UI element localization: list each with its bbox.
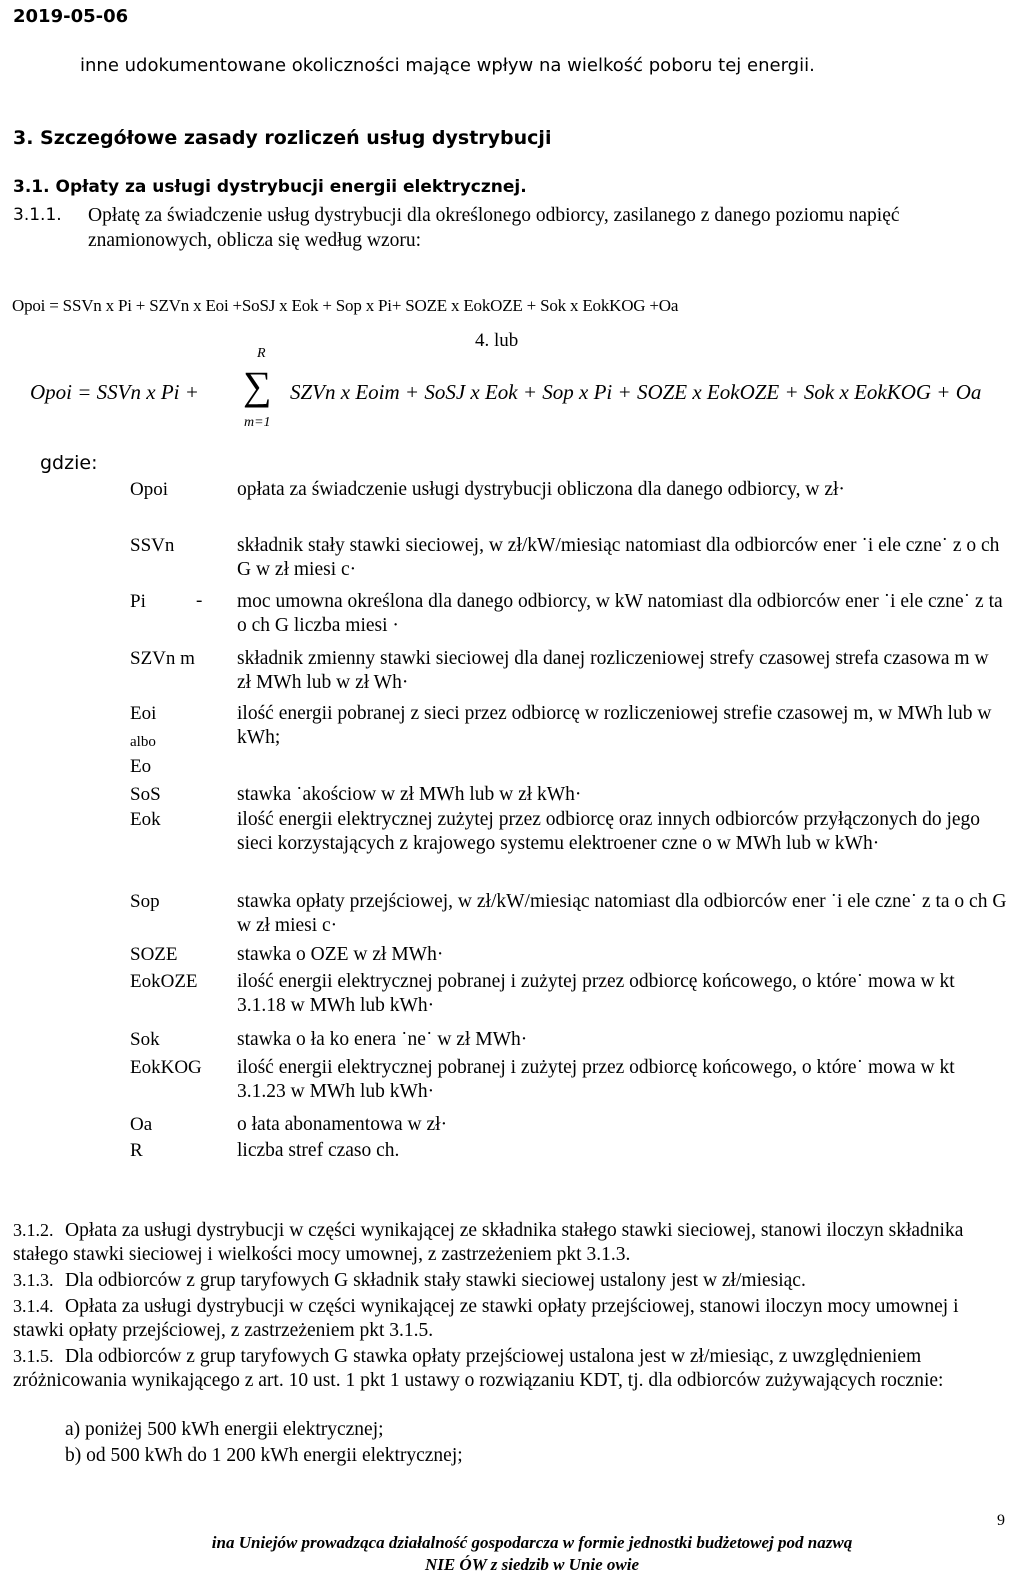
paragraph-number: 3.1.2. [13,1220,54,1240]
definition-symbol: SoS [130,784,161,805]
definition-text: składnik zmienny stawki sieciowej dla danej rozliczeniowej strefy czasowej strefa czasowa m w zł MWh lub w zł Wh· [237,648,989,693]
definition-symbol: Sop [130,891,160,912]
section-3-1-1-number: 3.1.1. [13,205,62,225]
where-label: gdzie: [40,452,98,474]
definition-symbol: SSVn [130,535,175,556]
formula-1: Opoi = SSVn x Pi + SZVn x Eoi +SoSJ x Eok + Sop x Pi+ SOZE x EokOZE + Sok x EokKOG +Oa [12,296,679,315]
formula-2-left: Opoi = SSVn x Pi + [30,380,199,404]
definition-symbol: Oa [130,1114,153,1135]
definition-symbol: Eok [130,809,161,830]
paragraph-number: 3.1.3. [13,1270,54,1290]
paragraph-text: Opłata za usługi dystrybucji w części wynikającej ze składnika stałego stawki sieciowej, stanowi iloczyn składnika stałego stawki sieciowej i wielkości mocy umownej, z zastrzeżeniem pkt 3.1.3. [13,1220,964,1265]
paragraph-text: Opłata za usługi dystrybucji w części wynikającej ze stawki opłaty przejściowej, stanowi iloczyn mocy umownej i stawki opłaty przejściowej, z zastrzeżeniem pkt 3.1.5. [13,1296,959,1341]
paragraph-3-1-2 [13,1218,1013,1267]
definition-symbol: Sok [130,1029,160,1050]
definition-text: opłata za świadczenie usługi dystrybucji obliczona dla danego odbiorcy, w zł· [237,479,845,500]
definition-text: stawka ˙akościow w zł MWh lub w zł kWh· [237,784,582,805]
footer-line-2: NIE ÓW z siedzib w Unie owie [424,1555,640,1574]
definition-text: ilość energii elektrycznej zużytej przez odbiorcę oraz innych odbiorców przyłączonych do jego sieci korzystających z krajowego systemu elektroener czne o w MWh lub w kWh· [237,809,981,854]
definition-symbol: Eo [130,756,152,777]
definition-text: stawka opłaty przejściowej, w zł/kW/miesiąc natomiast dla odbiorców ener ˙i ele czne˙ z ta o ch G w zł miesi c· [237,891,1007,936]
definition-text: ilość energii elektrycznej pobranej i zużytej przez odbiorcę końcowego, o które˙ mowa w kt 3.1.18 w MWh lub kWh· [237,971,955,1016]
definition-text: moc umowna określona dla danego odbiorcy, w kW natomiast dla odbiorców ener ˙i ele czne˙ z ta o ch G liczba miesi · [237,591,1003,636]
paragraph-number: 3.1.4. [13,1296,54,1316]
section-3-1-1-text: Opłatę za świadczenie usług dystrybucji dla określonego odbiorcy, zasilanego z danego poziomu napięć znamionowych, oblicza się według wzoru: [88,205,900,251]
paragraph-3-1-4 [13,1294,1013,1343]
definition-symbol: EokOZE [130,971,198,992]
list-item-a: a) poniżej 500 kWh energii elektrycznej; [65,1419,384,1440]
definition-symbol: SZVn m [130,648,195,669]
definition-symbol: albo [130,734,156,750]
definition-symbol: R [130,1140,143,1161]
paragraph-3-1-5 [13,1344,1013,1393]
list-item-b: b) od 500 kWh do 1 200 kWh energii elektrycznej; [65,1445,463,1466]
definition-text: liczba stref czaso ch. [237,1140,400,1161]
definition-text: ilość energii elektrycznej pobranej i zużytej przez odbiorcę końcowego, o które˙ mowa w kt 3.1.23 w MWh lub kWh· [237,1057,955,1102]
section-3-1-heading: 3.1. Opłaty za usługi dystrybucji energii elektrycznej. [13,177,527,197]
paragraph-number: 3.1.5. [13,1346,54,1366]
definition-symbol: Eoi [130,703,157,724]
definition-text: składnik stały stawki sieciowej, w zł/kW/miesiąc natomiast dla odbiorców ener ˙i ele czne˙ z o ch G w zł miesi c· [237,535,1000,580]
definition-symbol: Pi [130,591,146,612]
paragraph-text: Dla odbiorców z grup taryfowych G składnik stały stawki sieciowej ustalony jest w zł/miesiąc. [65,1270,806,1291]
definition-symbol: Opoi [130,479,168,500]
definition-text: o łata abonamentowa w zł· [237,1114,448,1135]
definition-text: stawka o OZE w zł MWh· [237,944,444,965]
document-date: 2019-05-06 [13,6,129,27]
formula-or-label: 4. lub [475,330,519,351]
paragraph-text: Dla odbiorców z grup taryfowych G stawka opłaty przejściowej ustalona jest w zł/miesiąc, z uwzględnieniem zróżnicowania wynikającego z art. 10 ust. 1 pkt 1 ustawy o rozwiązaniu KDT, tj. dla odbiorców zużywających rocznie: [13,1346,944,1391]
intro-line: inne udokumentowane okoliczności mające wpływ na wielkość poboru tej energii. [80,55,815,76]
definition-text: ilość energii pobranej z sieci przez odbiorcę w rozliczeniowej strefie czasowej m, w MWh lub w kWh; [237,703,992,748]
page-number: 9 [997,1512,1005,1529]
paragraph-3-1-3 [13,1268,1013,1293]
sigma-lower-limit: m=1 [244,415,271,430]
definition-dash: - [196,590,203,611]
footer-line-1: ina Uniejów prowadząca działalność gospodarcza w formie jednostki budżetowej pod nazwą [211,1533,853,1552]
sigma-upper-limit: R [257,346,266,361]
definition-symbol: EokKOG [130,1057,202,1078]
sigma-symbol: ∑ [243,363,272,408]
definition-text: stawka o ła ko enera ˙ne˙ w zł MWh· [237,1029,528,1050]
page-footer [117,1532,947,1576]
formula-2-right: SZVn x Eoim + SoSJ x Eok + Sop x Pi + SOZE x EokOZE + Sok x EokKOG + Oa [290,380,982,404]
definition-symbol: SOZE [130,944,178,965]
section-3-heading: 3. Szczegółowe zasady rozliczeń usług dystrybucji [13,127,552,149]
